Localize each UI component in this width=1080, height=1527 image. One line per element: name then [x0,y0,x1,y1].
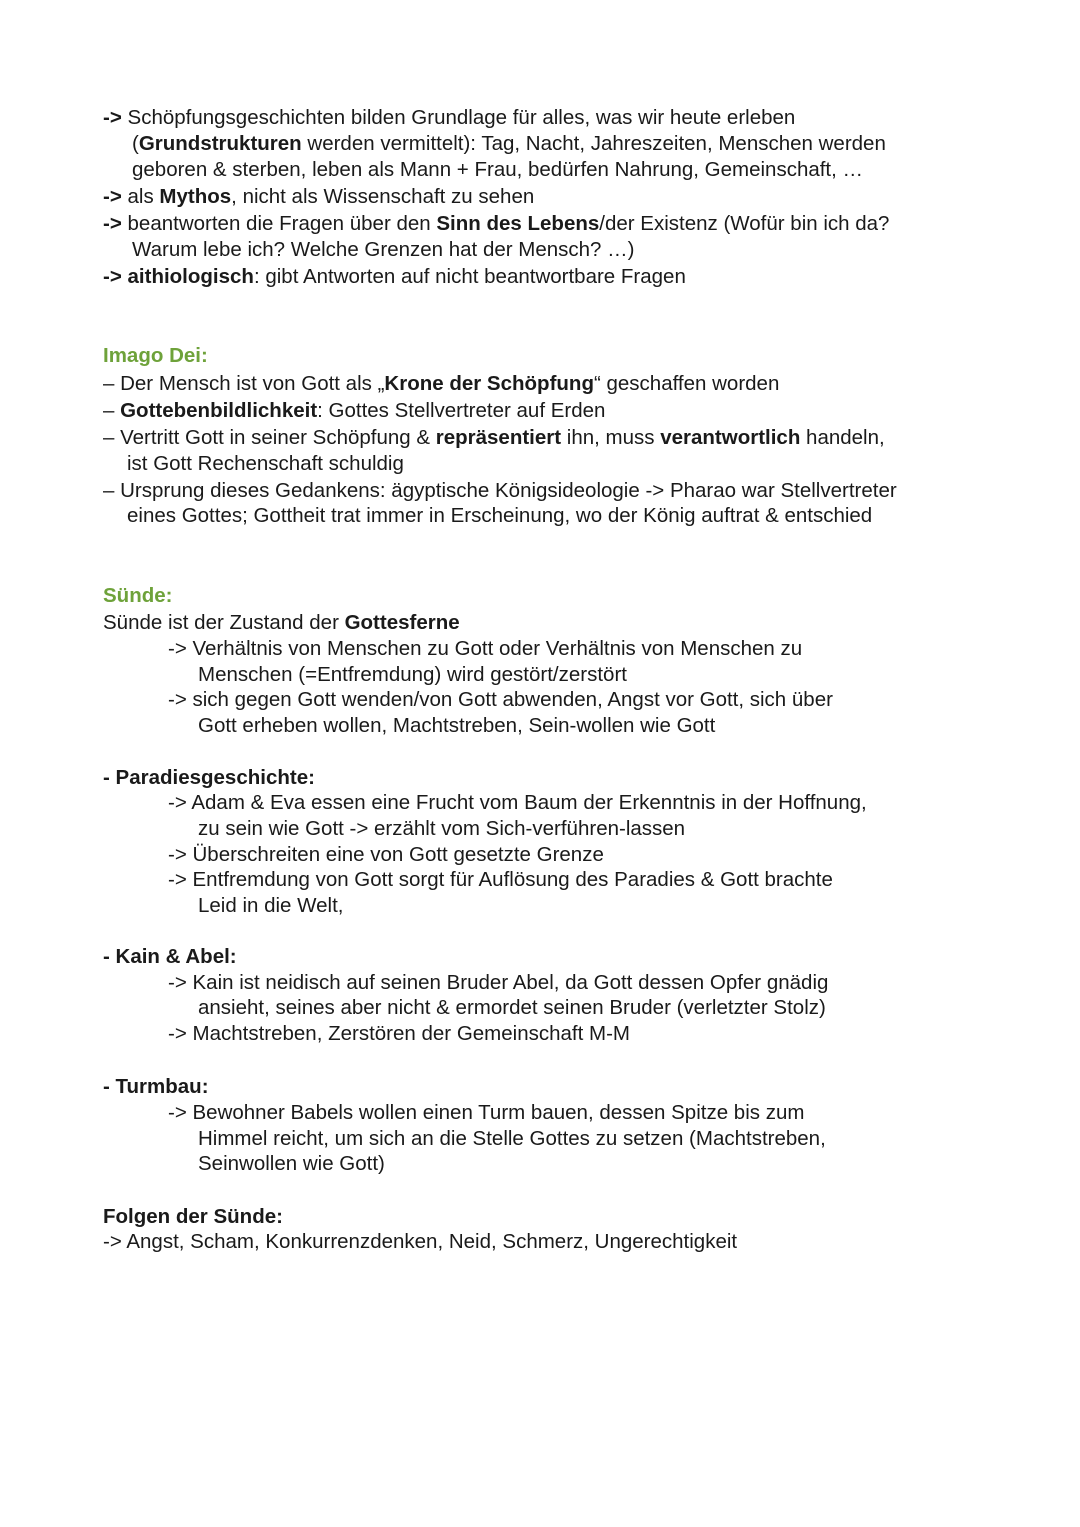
imago-item-3-line-1 [103,425,885,451]
turmbau-point-1-line-3: Seinwollen wie Gott) [198,1152,385,1175]
text: beantworten die Fragen über den [127,212,437,235]
text: ihn, muss [561,426,661,449]
intro-bullet-4 [103,264,686,290]
imago-item-3-line-2: ist Gott Rechenschaft schuldig [127,452,404,475]
bold-heading: - Kain & Abel: [103,945,237,968]
paradies-point-1-line-2: zu sein wie Gott -> erzählt vom Sich-verführen-lassen [198,817,686,840]
subheading-folgen [103,1204,283,1230]
bold-term: Sinn des Lebens [436,212,600,235]
intro-bullet-3-line-1 [103,211,889,237]
paradies-point-1-line-1: -> Adam & Eva essen eine Frucht vom Baum der Erkenntnis in der Hoffnung, [168,791,867,814]
text: /der Existenz (Wofür bin ich da? [599,212,890,235]
intro-bullet-1-line-1 [103,105,795,131]
text: “ geschaffen worden [593,372,780,395]
bold-heading: Folgen der Sünde: [103,1205,283,1228]
subheading-kain-abel [103,944,237,970]
arrow-marker: -> [103,265,122,288]
bold-term: Mythos [159,185,232,208]
imago-item-1 [103,371,779,397]
imago-item-4-line-2: eines Gottes; Gottheit trat immer in Erscheinung, wo der König auftrat & entschied [127,504,873,527]
suende-point-2-line-1: -> sich gegen Gott wenden/von Gott abwenden, Angst vor Gott, sich über [168,688,833,711]
suende-point-1-line-1: -> Verhältnis von Menschen zu Gott oder Verhältnis von Menschen zu [168,637,803,660]
arrow-marker: -> [103,212,122,235]
paradies-point-2: -> Überschreiten eine von Gott gesetzte Grenze [168,843,604,866]
bold-term: Gottesferne [344,611,460,634]
kain-point-1-line-2: ansieht, seines aber nicht & ermordet seinen Bruder (verletzter Stolz) [198,996,826,1019]
text: – Vertritt Gott in seiner Schöpfung & [103,426,436,449]
bold-term: aithiologisch [127,265,254,288]
text: : gibt Antworten auf nicht beantwortbare Fragen [253,265,686,288]
text: werden vermittelt): Tag, Nacht, Jahreszeiten, Menschen werden [301,132,886,155]
arrow-marker: -> [103,185,122,208]
paradies-point-3-line-2: Leid in die Welt, [198,894,344,917]
text: handeln, [800,426,885,449]
subheading-turmbau [103,1074,209,1100]
bold-heading: - Paradiesgeschichte: [103,766,315,789]
text: : Gottes Stellvertreter auf Erden [317,399,606,422]
imago-item-2 [103,398,605,424]
text: Sünde ist der Zustand der [103,611,345,634]
arrow-marker: -> [103,106,122,129]
text: , nicht als Wissenschaft zu sehen [231,185,535,208]
bold-heading: - Turmbau: [103,1075,209,1098]
intro-bullet-3-line-2 [132,237,634,263]
text: – Der Mensch ist von Gott als „ [103,372,385,395]
bold-term: Krone der Schöpfung [384,372,594,395]
bold-term: repräsentiert [435,426,562,449]
kain-point-1-line-1: -> Kain ist neidisch auf seinen Bruder Abel, da Gott dessen Opfer gnädig [168,971,829,994]
folgen-text: -> Angst, Scham, Konkurrenzdenken, Neid, Schmerz, Ungerechtigkeit [103,1230,738,1253]
turmbau-point-1-line-1: -> Bewohner Babels wollen einen Turm bauen, dessen Spitze bis zum [168,1101,805,1124]
bold-term: Grundstrukturen [138,132,302,155]
suende-point-2-line-2: Gott erheben wollen, Machtstreben, Sein-wollen wie Gott [198,714,716,737]
turmbau-point-1-line-2: Himmel reicht, um sich an die Stelle Gottes zu setzen (Machtstreben, [198,1127,826,1150]
text: geboren & sterben, leben als Mann + Frau, bedürfen Nahrung, Gemeinschaft, … [132,158,864,181]
subheading-paradiesgeschichte [103,765,315,791]
intro-bullet-1-line-2 [132,131,886,157]
kain-point-2: -> Machtstreben, Zerstören der Gemeinschaft M-M [168,1022,630,1045]
suende-definition [103,610,460,636]
intro-bullet-1-line-3 [132,157,863,183]
section-heading-imago-dei: Imago Dei: [103,344,208,367]
text: Warum lebe ich? Welche Grenzen hat der Mensch? …) [132,238,635,261]
intro-bullet-2 [103,184,534,210]
text: Schöpfungsgeschichten bilden Grundlage für alles, was wir heute erleben [127,106,796,129]
text: – [103,399,121,422]
bold-term: verantwortlich [660,426,801,449]
text: ( [132,132,139,155]
text: als [127,185,160,208]
imago-item-4-line-1: – Ursprung dieses Gedankens: ägyptische Königsideologie -> Pharao war Stellvertreter [103,479,897,502]
paradies-point-3-line-1: -> Entfremdung von Gott sorgt für Auflösung des Paradies & Gott brachte [168,868,833,891]
bold-term: Gottebenbildlichkeit [120,399,318,422]
suende-point-1-line-2: Menschen (=Entfremdung) wird gestört/zerstört [198,663,627,686]
section-heading-suende: Sünde: [103,584,173,607]
